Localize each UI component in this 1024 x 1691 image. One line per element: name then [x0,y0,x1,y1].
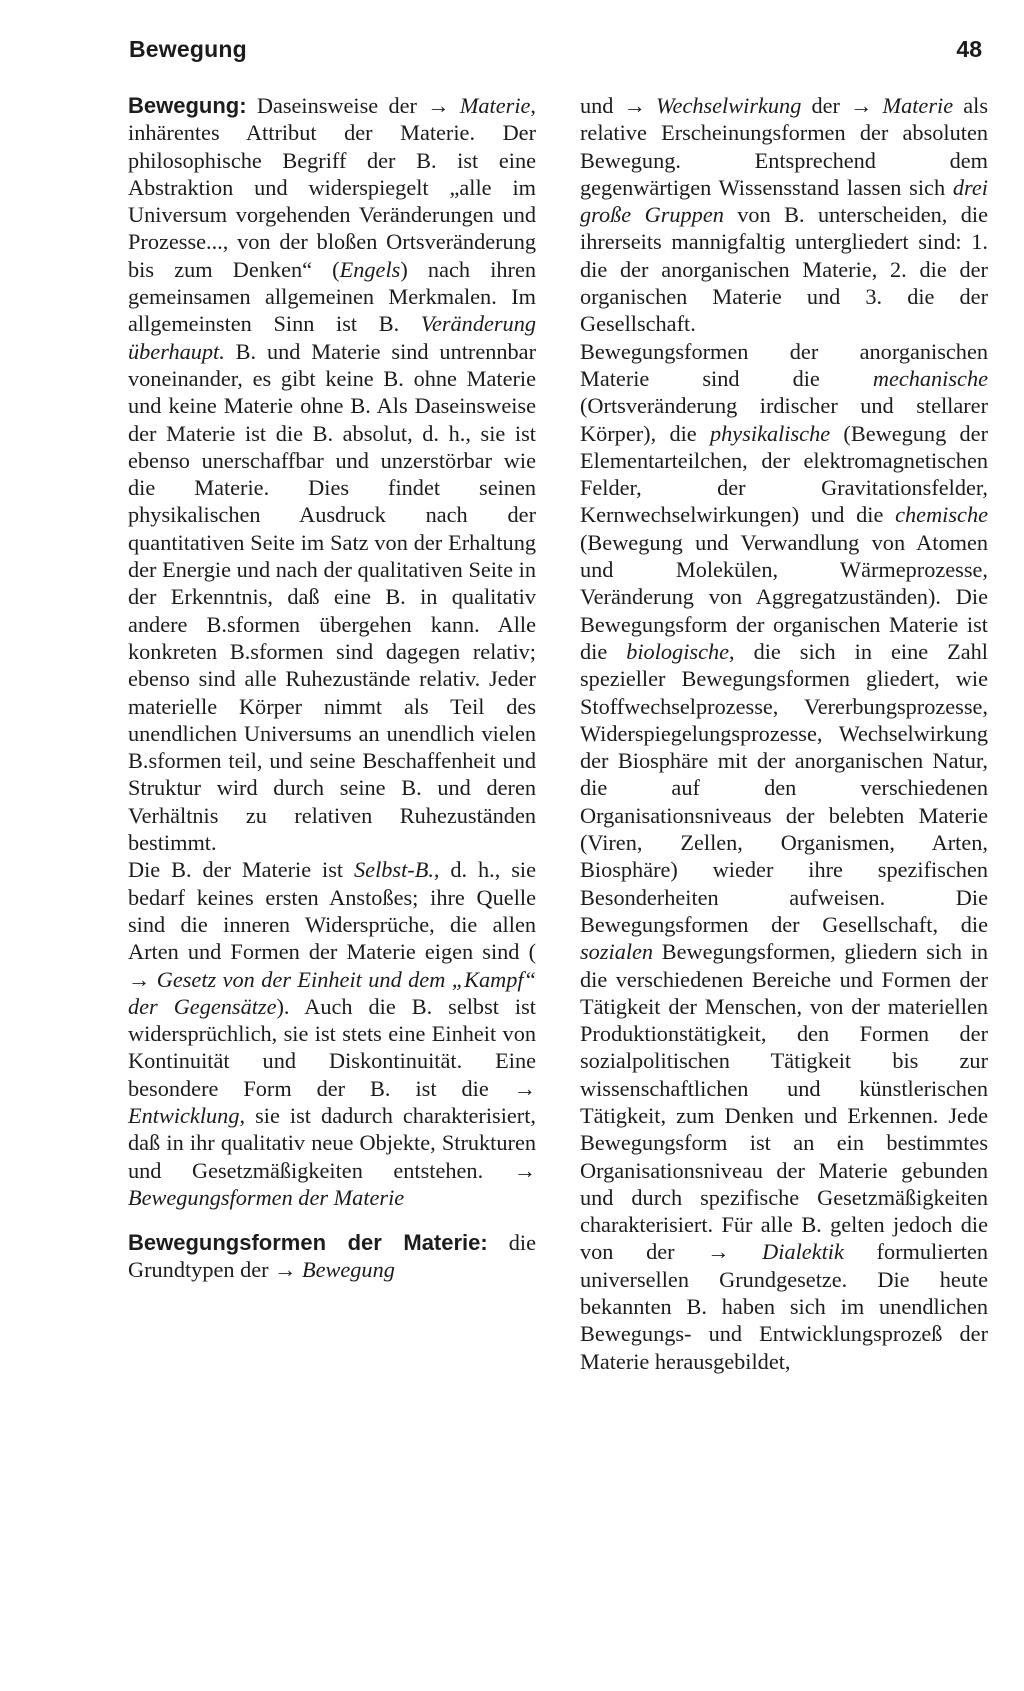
emphasis: drei große Gruppen [580,174,988,228]
cross-reference-materie: Materie [882,93,954,118]
right-column [580,92,988,1375]
emphasis: chemische [895,502,988,528]
text-run: als relative Erscheinungsformen der absoluten Bewegung. Entsprechend dem gegenwärtigen Wissensstand lassen sich [580,93,989,200]
emphasis: Selbst-B. [354,857,434,883]
emphasis: physikalische [710,420,831,446]
text-run: und → [580,93,657,118]
text-run: , die sich in eine Zahl spezieller Bewegungsformen gliedert, wie Stoffwechselprozesse, Vererbungsprozesse, Widerspiegelungsprozesse, Wechselwirkung der Biosphäre mit der anorganischen Natur, die auf den verschiedenen Organisationsniveaus der belebten Materie (Viren, Zellen, Organismen, Arten, Biosphäre) wieder ihre spezifischen Besonderheiten aufweisen. Die Bewegungsformen der Gesellschaft, die [580,638,988,937]
cross-reference-wechselwirkung: Wechselwirkung [656,93,802,118]
running-head: Bewegung [129,36,247,62]
lemma-bewegung: Bewegung: [128,93,247,118]
emphasis: biologische [626,638,730,664]
page-number: 48 [956,36,982,62]
text-run: B. und Materie sind untrennbar voneinander, es gibt keine B. ohne Materie und keine Materie ohne B. Als Daseinsweise der Materie ist die B. absolut, d. h., sie ist ebenso unerschaffbar und unzerstörbar wie die Materie. Dies findet seinen physikalischen Ausdruck nach der quantitativen Seite im Satz von der Erhaltung der Energie und nach der qualitativen Seite in der Erkenntnis, daß eine B. in qualitativ andere B.sformen übergehen kann. Alle konkreten B.sformen sind dagegen relativ; ebenso sind alle Ruhezustände relativ. Jeder materielle Körper nimmt als Teil des unendlichen Universums an unendlich vielen B.sformen teil, und seine Beschaffenheit und Struktur wird durch seine B. und deren Verhältnis zu relativen Ruhezuständen bestimmt. [128,338,536,856]
entry-bewegung-paragraph-1 [128,92,536,856]
cross-reference-entwicklung: Entwicklung [128,1102,240,1128]
entry-bewegungsformen-continuation-1 [580,92,988,338]
text-run: Daseinsweise der → [246,93,460,118]
text-run: , sie ist dadurch charakterisiert, daß in ihr qualitativ neue Objekte, Strukturen und Gesetzmäßigkeiten entstehen. → [128,1102,536,1183]
entry-bewegungsformen-continuation-2 [580,338,988,1375]
cross-reference-gesetz: Gesetz von der Einheit und dem „Kampf“ der Gegensätze [128,966,537,1019]
text-run: von B. unterscheiden, die ihrerseits mannigfaltig untergliedert sind: 1. die der anorganischen Materie, 2. die der organischen Materie und 3. die der Gesellschaft. [580,202,988,337]
cross-reference-bewegungsformen: Bewegungsformen der Materie [128,1184,405,1210]
text-run: (Bewegung der Elementarteilchen, der elektromagnetischen Felder, der Gravitationsfelder, Kernwechselwirkungen) und die [580,420,988,528]
text-run: , inhärentes Attribut der Materie. Der philosophische Begriff der B. ist eine Abstraktion und widerspiegelt „alle im Universum vorgehenden Veränderungen und Prozesse..., von der bloßen Ortsveränderung bis zum Denken“ ( [128,93,536,282]
emphasis: sozialen [580,939,654,965]
text-run: Bewegungsformen der anorganischen Materie sind die [580,338,988,391]
entry-bewegung-paragraph-2 [128,856,536,1211]
emphasis: Veränderung überhaupt. [128,311,536,364]
citation-engels: Engels [339,256,401,282]
left-column [128,92,536,1284]
cross-reference-dialektik: Dialektik [762,1239,844,1265]
text-run: (Bewegung und Verwandlung von Atomen und Molekülen, Wärmeprozesse, Veränderung von Aggregatzuständen). Die Bewegungsform der organischen Materie ist die [580,529,988,664]
cross-reference-materie: Materie [459,93,531,118]
text-run: , d. h., sie bedarf keines ersten Anstoßes; ihre Quelle sind die inneren Widersprüche, die allen Arten und Formen der Materie eigen sind ( → [128,857,536,992]
text-run: ). Auch die B. selbst ist widersprüchlich, sie ist stets eine Einheit von Kontinuität und Diskontinuität. Eine besondere Form der B. ist die → [128,993,536,1101]
lemma-bewegungsformen: Bewegungsformen der Materie: [128,1230,488,1256]
entry-bewegungsformen-paragraph [128,1229,536,1284]
text-run: (Ortsveränderung irdischer und stellarer Körper), die [580,393,988,446]
cross-reference-bewegung: Bewegung [302,1257,395,1283]
text-run: Bewegungsformen, gliedern sich in die verschiedenen Bereiche und Formen der Tätigkeit der Menschen, von der materiellen Produktionstätigkeit, den Formen der sozialpolitischen Tätigkeit bis zur wissenschaftlichen und künstlerischen Tätigkeit, zum Denken und Erkennen. Jede Bewegungsform ist an ein bestimmtes Organisationsniveau der Materie gebunden und durch spezifische Gesetzmäßigkeiten charakterisiert. Für alle B. gelten jedoch die von der → [580,939,988,1265]
text-run: formulierten universellen Grundgesetze. Die heute bekannten B. haben sich im unendlichen Bewegungs- und Entwicklungsprozeß der Materie herausgebildet, [580,1239,988,1374]
text-run: die Grundtypen der → [128,1230,536,1283]
emphasis: mechanische [872,365,988,391]
text-run: ) nach ihren gemeinsamen allgemeinen Merkmalen. Im allgemeinsten Sinn ist B. [128,256,537,337]
text-run: der → [801,93,883,118]
text-run: Die B. der Materie ist [128,857,355,883]
